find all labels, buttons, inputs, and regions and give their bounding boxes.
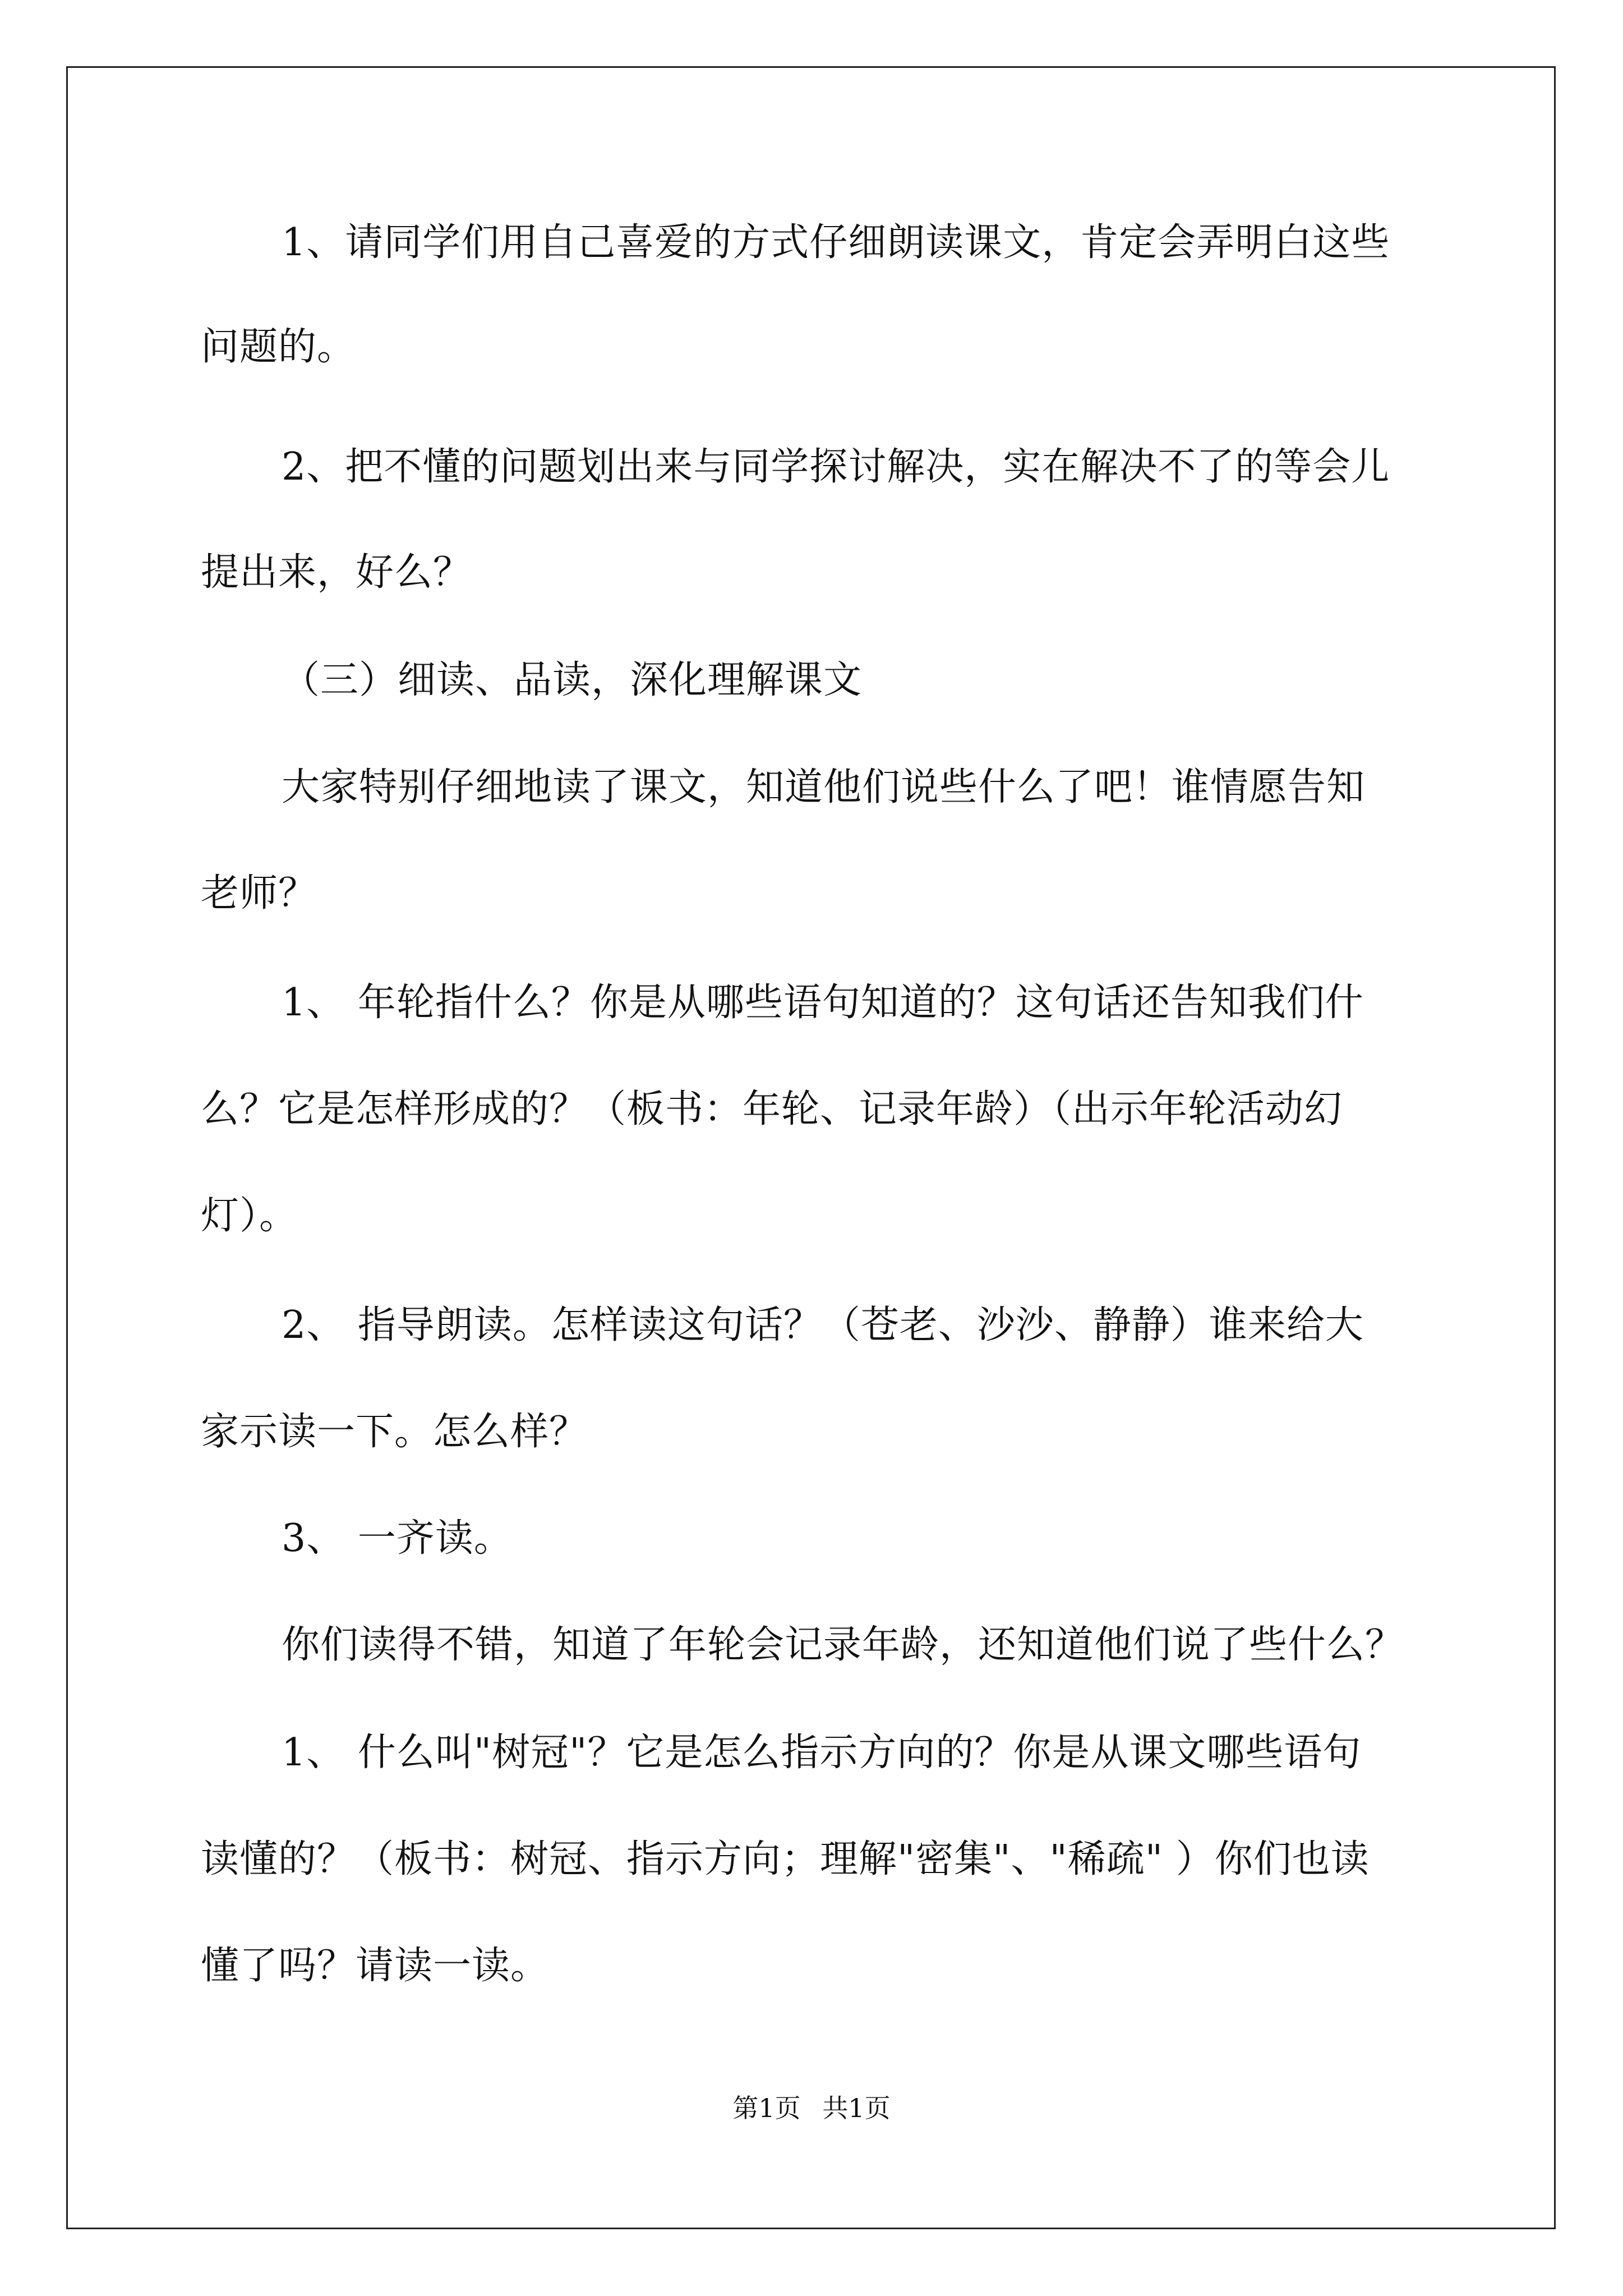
paragraph-line: 1、请同学们用自己喜爱的方式仔细朗读课文，肯定会弄明白这些 <box>282 220 1390 265</box>
page-number: 第1页 <box>732 2093 801 2123</box>
paragraph-line: 老师？ <box>201 871 317 915</box>
paragraph-line: 大家特别仔细地读了课文，知道他们说些什么了吧！谁情愿告知 <box>282 765 1366 809</box>
paragraph-line: 你们读得不错，知道了年轮会记录年龄，还知道他们说了些什么？ <box>282 1623 1404 1667</box>
paragraph-line: 么？它是怎样形成的？（板书：年轮、记录年龄）（出示年轮活动幻 <box>201 1087 1343 1131</box>
paragraph-line: 读懂的？（板书：树冠、指示方向；理解"密集"、"稀疏" ）你们也读 <box>201 1837 1370 1881</box>
paragraph-line: 灯）。 <box>201 1194 298 1238</box>
paragraph-line: 提出来，好么？ <box>201 550 472 595</box>
paragraph-line: 问题的。 <box>201 325 356 369</box>
paragraph-line: 懂了吗？请读一读。 <box>201 1944 550 1988</box>
paragraph-line: 2、 指导朗读。怎样读这句话？（苍老、沙沙、静静）谁来给大 <box>282 1303 1364 1347</box>
paragraph-line: 家示读一下。怎么样？ <box>201 1410 588 1454</box>
section-heading: （三）细读、品读，深化理解课文 <box>282 658 863 702</box>
paragraph-line: 2、把不懂的问题划出来与同学探讨解决，实在解决不了的等会儿 <box>282 445 1390 489</box>
page-border <box>66 66 1556 2229</box>
paragraph-line: 1、 年轮指什么？你是从哪些语句知道的？这句话还告知我们什 <box>282 981 1364 1025</box>
paragraph-line: 1、 什么叫"树冠"？它是怎么指示方向的？你是从课文哪些语句 <box>282 1731 1362 1775</box>
paragraph-line: 3、 一齐读。 <box>282 1516 513 1561</box>
page-total: 共1页 <box>822 2093 891 2123</box>
page-footer <box>0 2091 1623 2125</box>
